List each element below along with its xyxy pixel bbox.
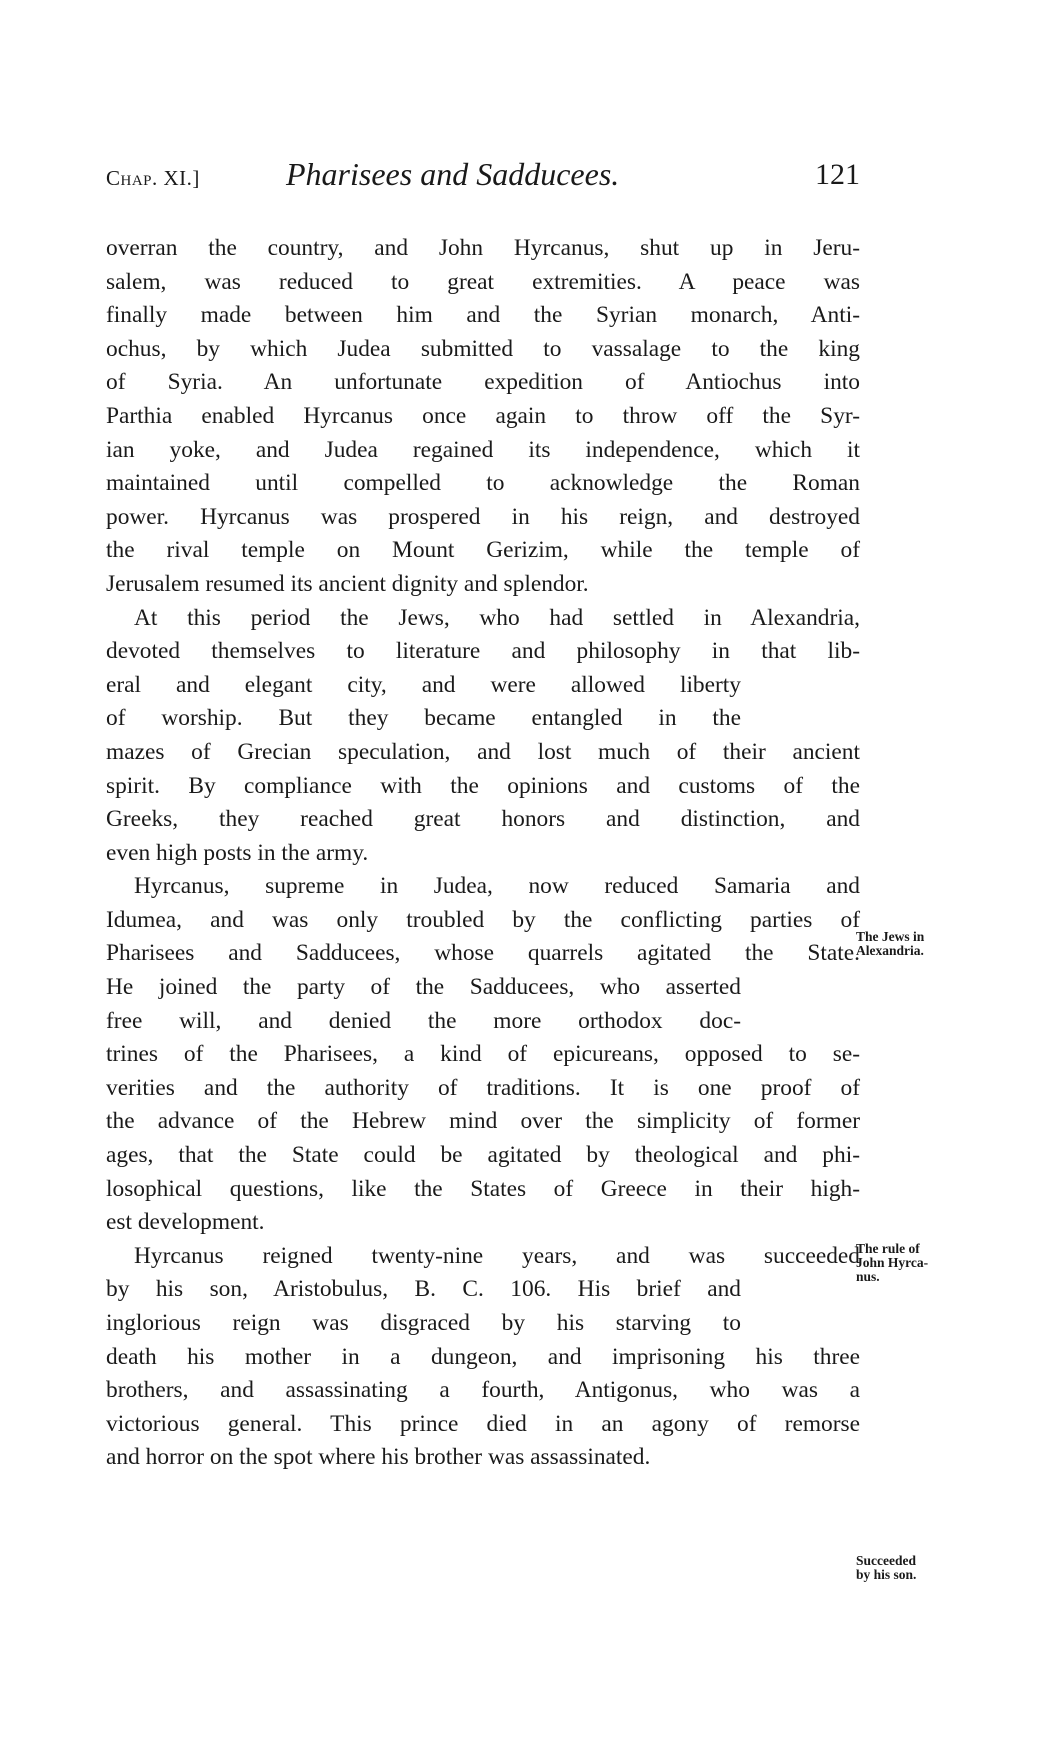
body-text [106, 232, 929, 1582]
text-line: At this period the Jews, who had settled in Alexandria, [134, 604, 860, 631]
text-line: losophical questions, like the States of Greece in their high- [106, 1175, 860, 1202]
text-line: verities and the authority of traditions. It is one proof of [106, 1074, 860, 1101]
text-line: mazes of Grecian speculation, and lost much of their ancient [106, 738, 860, 765]
text-line: Jerusalem resumed its ancient dignity and splendor. [106, 570, 589, 597]
text-line: Parthia enabled Hyrcanus once again to throw off the Syr- [106, 402, 860, 429]
text-line: of worship. But they became entangled in the [106, 705, 741, 732]
text-line: the advance of the Hebrew mind over the simplicity of former [106, 1108, 860, 1135]
text-line: of Syria. An unfortunate expedition of Antiochus into [106, 369, 860, 396]
page-number: 121 [815, 158, 860, 191]
sidenote-jews-in-alexandria [856, 930, 924, 958]
text-line: Idumea, and was only troubled by the conflicting parties of [106, 906, 860, 933]
text-line: the rival temple on Mount Gerizim, while the temple of [106, 537, 860, 564]
text-line: power. Hyrcanus was prospered in his reign, and destroyed [106, 503, 860, 530]
running-head [106, 156, 860, 196]
text-line: by his son, Aristobulus, B. C. 106. His brief and [106, 1276, 741, 1303]
text-line: ian yoke, and Judea regained its independence, which it [106, 436, 860, 463]
paragraph-4 [106, 1240, 860, 1475]
paragraph-3 [106, 870, 860, 1240]
text-line: Hyrcanus reigned twenty-nine years, and was succeeded [134, 1242, 860, 1269]
text-line: He joined the party of the Sadducees, who asserted [106, 974, 741, 1001]
sidenote-line: Succeeded [856, 1553, 916, 1568]
sidenote-line: John Hyrca- [856, 1255, 929, 1270]
paragraph-1 [106, 232, 860, 602]
text-line: Greeks, they reached great honors and distinction, and [106, 806, 860, 833]
text-line: ages, that the State could be agitated by theological and phi- [106, 1142, 860, 1169]
text-line: even high posts in the army. [106, 839, 369, 866]
text-line: and horror on the spot where his brother was assassinated. [106, 1444, 651, 1471]
page-title: Pharisees and Sadducees. [286, 156, 620, 192]
text-line: spirit. By compliance with the opinions and customs of the [106, 772, 860, 799]
text-line: victorious general. This prince died in an agony of remorse [106, 1410, 860, 1437]
text-line: salem, was reduced to great extremities. A peace was [106, 268, 860, 295]
sidenote-line: by his son. [856, 1567, 917, 1582]
text-line: est development. [106, 1209, 265, 1236]
text-line: finally made between him and the Syrian monarch, Anti- [106, 302, 860, 329]
text-line: trines of the Pharisees, a kind of epicureans, opposed to se- [106, 1041, 860, 1068]
text-line: maintained until compelled to acknowledge the Roman [106, 470, 860, 497]
text-line: eral and elegant city, and were allowed liberty [106, 671, 741, 698]
text-line: ochus, by which Judea submitted to vassalage to the king [106, 335, 860, 362]
text-line: Pharisees and Sadducees, whose quarrels agitated the State. [106, 940, 860, 967]
sidenote-line: nus. [856, 1269, 880, 1284]
text-line: brothers, and assassinating a fourth, Antigonus, who was a [106, 1377, 860, 1404]
sidenote-line: Alexandria. [856, 943, 924, 958]
sidenote-line: The rule of [856, 1241, 920, 1256]
paragraph-2 [106, 602, 860, 871]
chapter-label: Chap. XI.] [106, 166, 200, 190]
text-line: devoted themselves to literature and philosophy in that lib- [106, 638, 860, 665]
sidenote-rule-of-hyrcanus [856, 1242, 928, 1284]
text-line: Hyrcanus, supreme in Judea, now reduced Samaria and [134, 873, 860, 900]
sidenote-line: The Jews in [856, 929, 925, 944]
text-line: death his mother in a dungeon, and imprisoning his three [106, 1343, 860, 1370]
text-line: overran the country, and John Hyrcanus, shut up in Jeru- [106, 235, 860, 261]
sidenote-succeeded-by-son [856, 1554, 916, 1582]
text-line: free will, and denied the more orthodox doc- [106, 1007, 741, 1034]
text-line: inglorious reign was disgraced by his starving to [106, 1310, 741, 1336]
